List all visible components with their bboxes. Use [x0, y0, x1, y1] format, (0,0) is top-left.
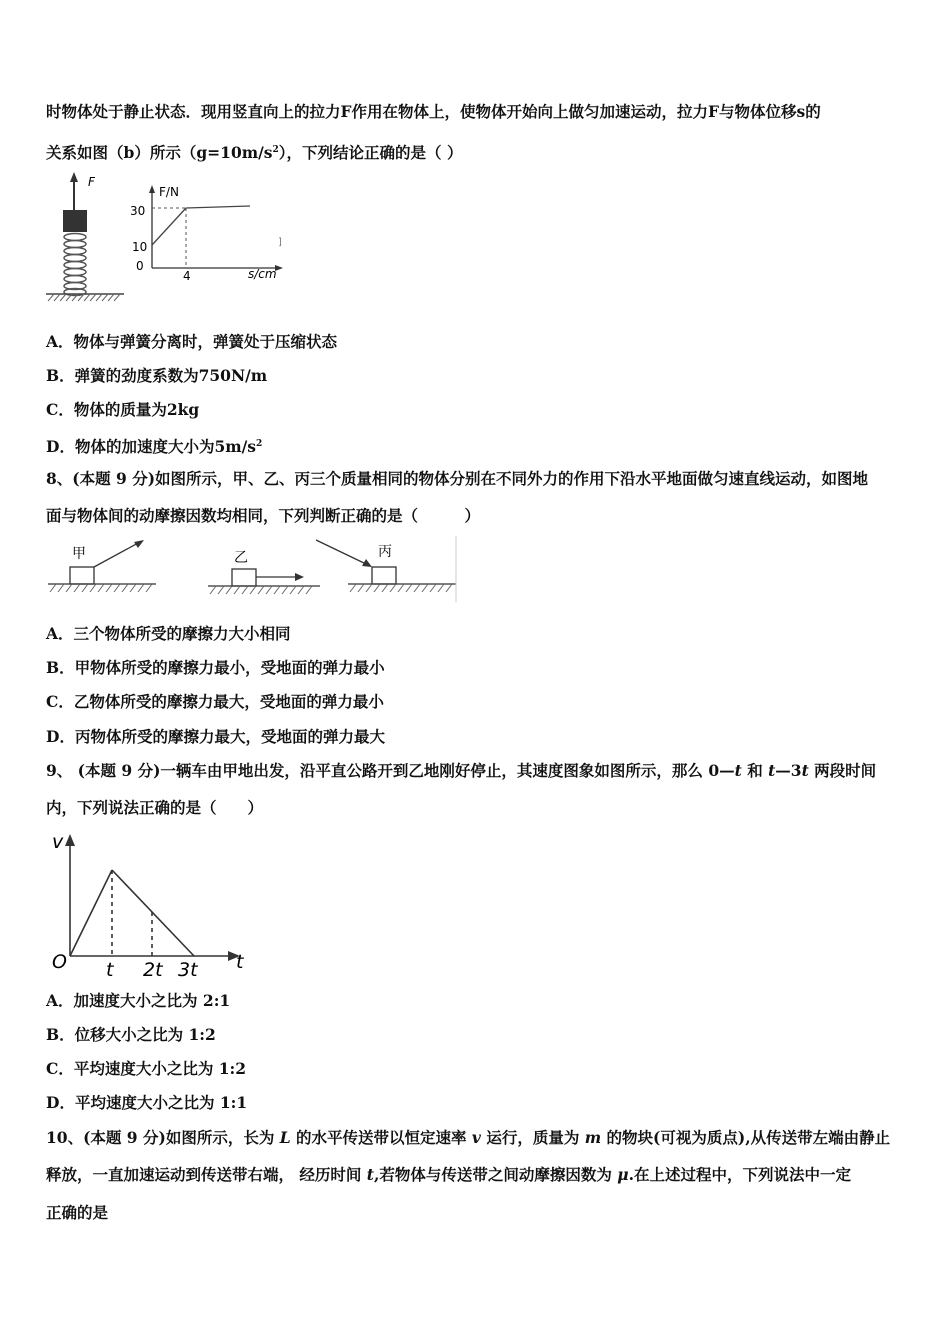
q10-text-line2: 释放，一直加速运动到传送带右端， 经历时间 t,若物体与传送带之间动摩擦因数为 μ.在上述过程中，下列说法中一定 [46, 1165, 852, 1184]
v-label: v [52, 831, 64, 853]
figure-bing [316, 536, 456, 602]
label-jia: 甲 [72, 546, 86, 562]
block-jia [70, 567, 94, 584]
q9-option-c: C．平均速度大小之比为 1:2 [46, 1059, 247, 1078]
q7-text-line1: 时物体处于静止状态．现用竖直向上的拉力F作用在物体上，使物体开始向上做匀加速运动，拉力F与物体位移s的 [46, 102, 821, 121]
tick-0: 0 [136, 259, 144, 273]
tick-4: 4 [183, 269, 191, 283]
q7-option-a: A．物体与弹簧分离时，弹簧处于压缩状态 [46, 332, 338, 351]
y-axis-label: F/N [159, 185, 179, 199]
block [63, 210, 87, 232]
force-arrowhead-icon [70, 172, 78, 182]
graph-rising-line [152, 208, 186, 245]
force-yi-arrow-icon [295, 573, 304, 581]
q8-option-c: C．乙物体所受的摩擦力最大，受地面的弹力最小 [46, 692, 384, 711]
spring-coil [64, 234, 86, 296]
q7-text-line2: 关系如图（b）所示$(g=10m/s^2)$，下列结论正确的是（ ） [46, 143, 463, 163]
q8-text-line2: 面与物体间的动摩擦因数均相同，下列判断正确的是（ ） [46, 506, 481, 525]
side-mark: ] [278, 237, 282, 248]
v-axis-arrow-icon [65, 834, 75, 846]
force-label: F [88, 175, 95, 189]
accel-segment [70, 870, 112, 956]
block-yi [232, 569, 256, 586]
q7-spring-figure [44, 170, 136, 305]
tick-t: t [106, 959, 114, 981]
q8-option-a: A．三个物体所受的摩擦力大小相同 [46, 624, 291, 643]
q9-option-b: B．位移大小之比为 1:2 [46, 1025, 216, 1044]
graph-flat-line [186, 206, 250, 208]
q8-option-b: B．甲物体所受的摩擦力最小，受地面的弹力最小 [46, 658, 385, 677]
figure-yi [208, 550, 320, 594]
q9-text-line2: 内，下列说法正确的是（ ） [46, 798, 264, 817]
y-axis-arrow-icon [149, 185, 155, 193]
q8-option-d: D．丙物体所受的摩擦力最大，受地面的弹力最大 [46, 727, 385, 746]
ground-hatch [48, 294, 120, 301]
q9-text-line1: 9、 (本题 9 分)一辆车由甲地出发，沿平直公路开到乙地刚好停止，其速度图象如图所示，那么 0—t 和 t—3t 两段时间 [46, 761, 877, 780]
t-axis-label: t [236, 951, 244, 973]
q9-vt-graph [46, 828, 256, 984]
label-yi: 乙 [234, 550, 248, 566]
block-bing [372, 567, 396, 584]
q10-text-line3: 正确的是 [46, 1203, 109, 1222]
force-jia-arrow-icon [134, 540, 144, 548]
q8-text-line1: 8、(本题 9 分)如图所示，甲、乙、丙三个质量相同的物体分别在不同外力的作用下沿水平地面做匀速直线运动，如图地 [46, 469, 869, 488]
q7-option-b: B．弹簧的劲度系数为750N/m [46, 366, 268, 385]
figure-jia [48, 540, 156, 592]
label-bing: 丙 [378, 544, 392, 560]
q10-text-line1: 10、(本题 9 分)如图所示，长为 L 的水平传送带以恒定速率 v 运行，质量为 m 的物块(可视为质点),从传送带左端由静止 [46, 1128, 891, 1147]
force-bing [316, 540, 366, 564]
tick-3t: 3t [178, 959, 198, 981]
tick-2t: 2t [143, 959, 163, 981]
q8-figure [44, 536, 458, 602]
q9-option-d: D．平均速度大小之比为 1:1 [46, 1093, 248, 1112]
force-jia [94, 542, 140, 567]
x-axis-label: s/cm [248, 267, 277, 281]
origin-label: O [52, 951, 67, 973]
tick-30: 30 [130, 204, 146, 218]
q9-option-a: A．加速度大小之比为 2:1 [46, 991, 231, 1010]
q7-fs-graph [128, 182, 298, 300]
q7-option-d: D．物体的加速度大小为$5m/s^2$ [46, 437, 263, 457]
tick-10: 10 [132, 240, 148, 254]
q7-option-c: C．物体的质量为2kg [46, 400, 200, 419]
decel-segment [112, 870, 194, 956]
